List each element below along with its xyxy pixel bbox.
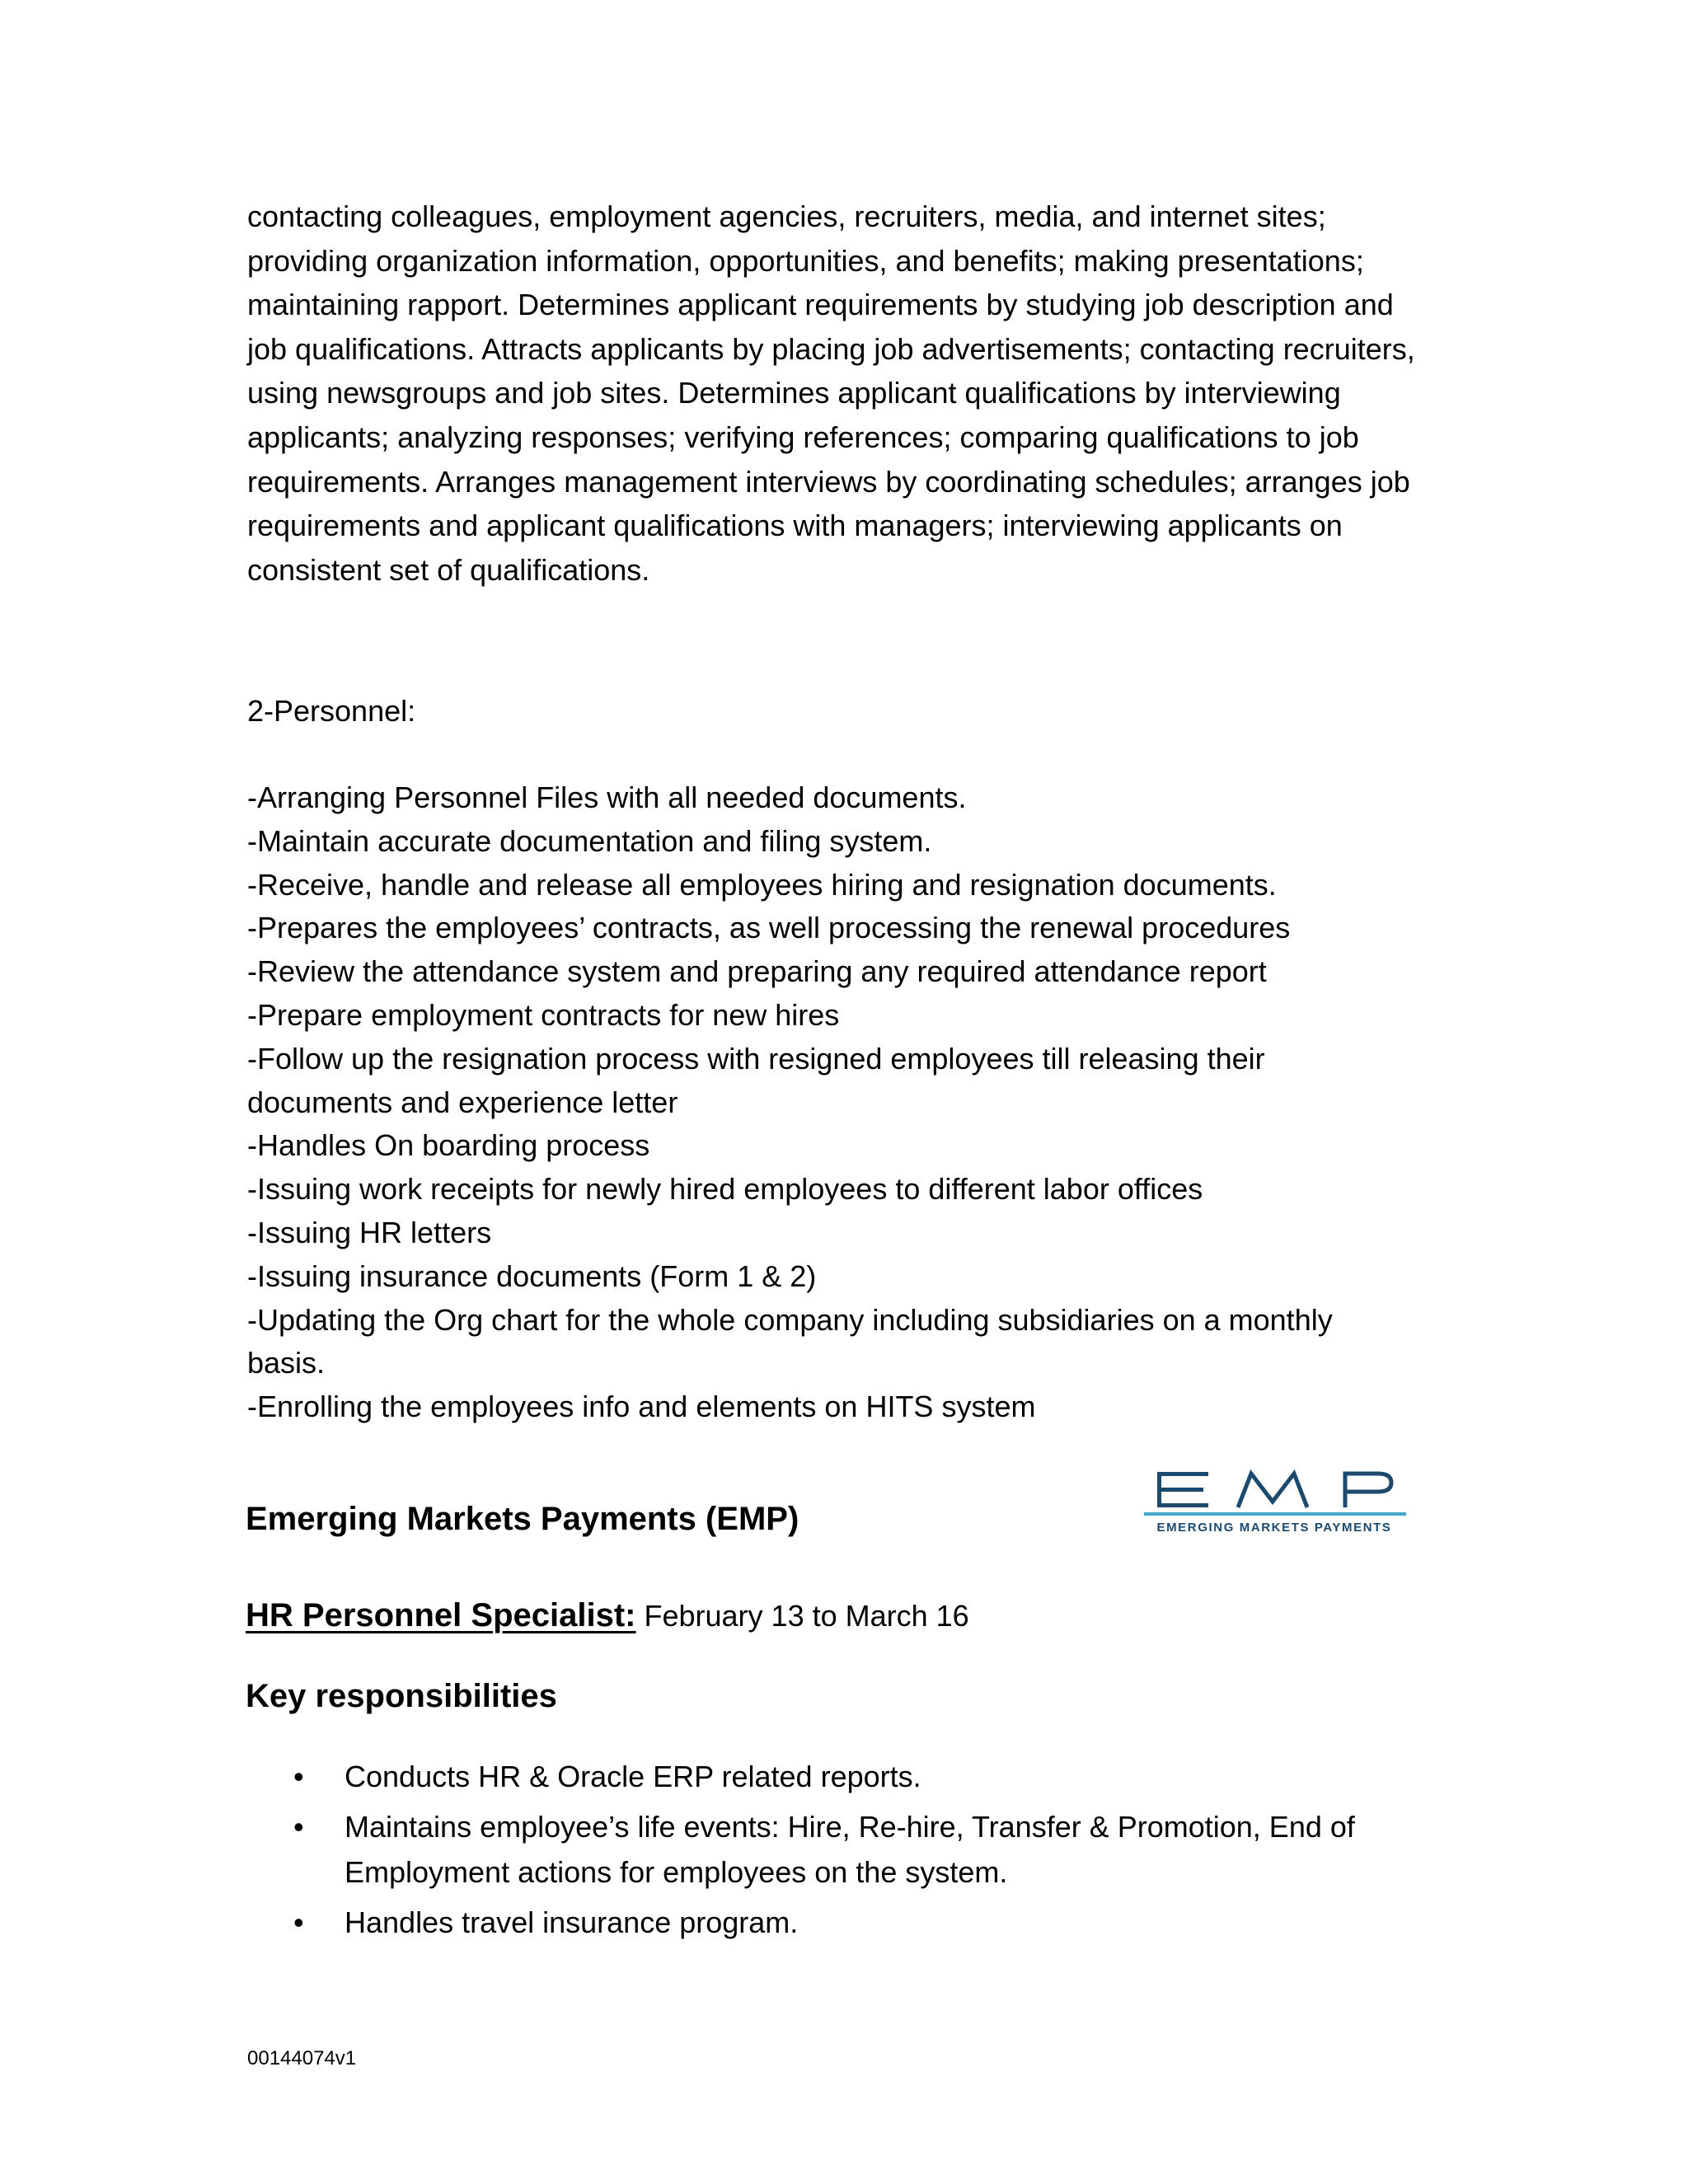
logo-letter-e <box>1157 1472 1208 1507</box>
responsibilities-heading: Key responsibilities <box>246 1678 557 1714</box>
list-item <box>247 1900 1418 1945</box>
emp-logo <box>1129 1465 1418 1544</box>
list-item: -Prepares the employees’ contracts, as well processing the renewal procedures <box>247 911 1291 945</box>
responsibility-text: Maintains employee’s life events: Hire, Re-hire, Transfer & Promotion, End of Employment actions for employees on the system. <box>345 1810 1355 1889</box>
logo-letter-p <box>1345 1474 1391 1507</box>
footer-document-code: 00144074v1 <box>247 2047 357 2069</box>
list-item: -Issuing HR letters <box>247 1215 492 1249</box>
logo-letter-m <box>1238 1474 1307 1507</box>
job-dates: February 13 to March 16 <box>635 1599 969 1633</box>
company-name: Emerging Markets Payments (EMP) <box>246 1501 799 1537</box>
list-item: -Maintain accurate documentation and filing system. <box>247 823 932 858</box>
responsibility-text: Conducts HR & Oracle ERP related reports. <box>345 1760 921 1793</box>
intro-paragraph: contacting colleagues, employment agencies, recruiters, media, and internet sites; providing organization information, opportunities, and benefits; making presentations; maintaining rapport. Determines applicant requirements by studying job description and job qualifications. Attracts applicants by placing job advertisements; contacting recruiters, using newsgroups and job sites. Determines applicant qualifications by interviewing applicants; analyzing responses; verifying references; comparing qualifications to job requirements. Arranges management interviews by coordinating schedules; arranges job requirements and applicant qualifications with managers; interviewing applicants on consistent set of qualifications. <box>247 199 1415 587</box>
bullet-icon: • <box>293 1905 304 1939</box>
bullet-icon: • <box>293 1760 304 1793</box>
job-line <box>246 1592 969 1639</box>
job-title: HR Personnel Specialist: <box>246 1597 636 1633</box>
personnel-duties-list <box>247 776 1418 1429</box>
list-item: -Handles On boarding process <box>247 1128 650 1163</box>
logo-accent-line <box>1144 1512 1406 1516</box>
list-item: -Enrolling the employees info and elements on HITS system <box>247 1390 1036 1424</box>
list-item <box>247 1804 1418 1895</box>
list-item: -Follow up the resignation process with resigned employees till releasing their documents and experience letter <box>247 1041 1265 1119</box>
list-item: -Review the attendance system and preparing any required attendance report <box>247 954 1267 989</box>
logo-tagline: EMERGING MARKETS PAYMENTS <box>1156 1521 1392 1535</box>
personnel-heading: 2-Personnel: <box>247 694 416 728</box>
list-item: -Issuing work receipts for newly hired employees to different labor offices <box>247 1172 1203 1207</box>
list-item: -Updating the Org chart for the whole company including subsidiaries on a monthly basis. <box>247 1302 1333 1380</box>
list-item: -Receive, handle and release all employees hiring and resignation documents. <box>247 867 1277 902</box>
responsibilities-list <box>247 1754 1418 1950</box>
bullet-icon: • <box>293 1810 304 1844</box>
list-item: -Arranging Personnel Files with all needed documents. <box>247 780 967 814</box>
list-item: -Issuing insurance documents (Form 1 & 2) <box>247 1258 817 1293</box>
responsibility-text: Handles travel insurance program. <box>345 1905 799 1939</box>
list-item <box>247 1754 1418 1799</box>
list-item: -Prepare employment contracts for new hires <box>247 997 840 1032</box>
